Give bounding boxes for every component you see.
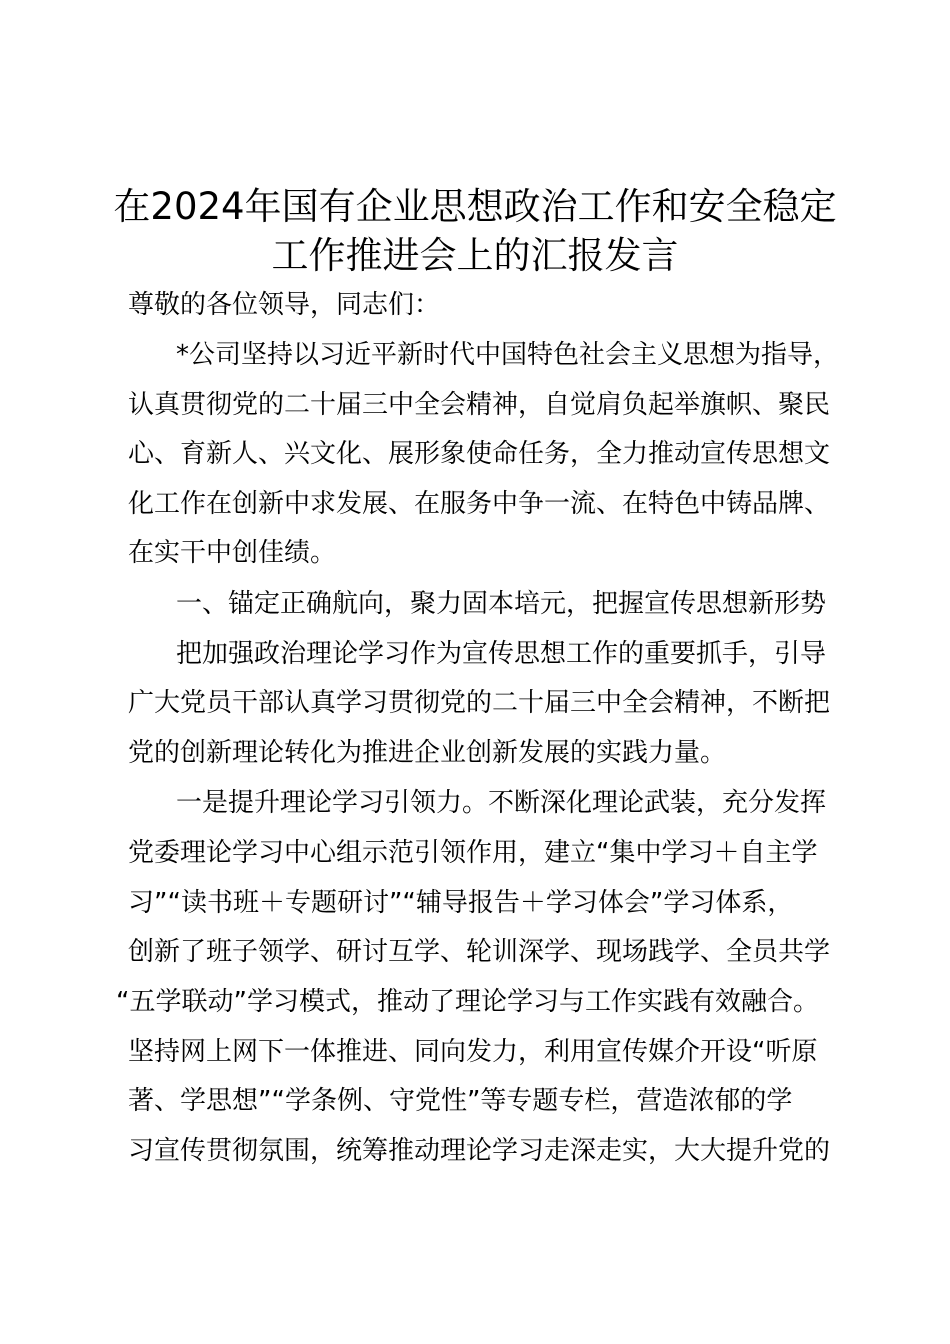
paragraph-line: 一是提升理论学习引领力。不断深化理论武装，充分发挥	[176, 788, 827, 818]
paragraph-line: 习”“读书班＋专题研讨”“辅导报告＋学习体会”学习体系，	[128, 888, 794, 918]
paragraph-line: “五学联动”学习模式，推动了理论学习与工作实践有效融合。	[116, 987, 819, 1017]
paragraph-line: *公司坚持以习近平新时代中国特色社会主义思想为指导，	[176, 340, 840, 370]
document-title-line-2: 工作推进会上的汇报发言	[271, 234, 679, 277]
paragraph-line: 党的创新理论转化为推进企业创新发展的实践力量。	[128, 738, 727, 768]
paragraph-line: 党委理论学习中心组示范引领作用，建立“集中学习＋自主学	[128, 838, 818, 868]
paragraph-line: 在实干中创佳绩。	[128, 538, 337, 568]
paragraph-line: 广大党员干部认真学习贯彻党的二十届三中全会精神，不断把	[128, 688, 831, 718]
paragraph-line: 著、学思想”“学条例、守党性”等专题专栏，营造浓郁的学	[128, 1086, 793, 1116]
paragraph-line: 化工作在创新中求发展、在服务中争一流、在特色中铸品牌、	[128, 489, 831, 519]
document-title-line-1: 在2024年国有企业思想政治工作和安全稳定	[113, 185, 837, 228]
paragraph-line: 坚持网上网下一体推进、同向发力，利用宣传媒介开设“听原	[128, 1037, 818, 1067]
paragraph-line: 习宣传贯彻氛围，统筹推动理论学习走深走实，大大提升党的	[128, 1136, 831, 1166]
paragraph-line: 创新了班子领学、研讨互学、轮训深学、现场践学、全员共学	[128, 937, 831, 967]
paragraph-line: 心、育新人、兴文化、展形象使命任务，全力推动宣传思想文	[128, 439, 831, 469]
salutation: 尊敬的各位领导，同志们：	[128, 290, 441, 320]
paragraph-line: 认真贯彻党的二十届三中全会精神，自觉肩负起举旗帜、聚民	[128, 390, 831, 420]
paragraph-line: 把加强政治理论学习作为宣传思想工作的重要抓手，引导	[176, 639, 827, 669]
section-heading: 一、锚定正确航向，聚力固本培元，把握宣传思想新形势	[176, 589, 827, 619]
